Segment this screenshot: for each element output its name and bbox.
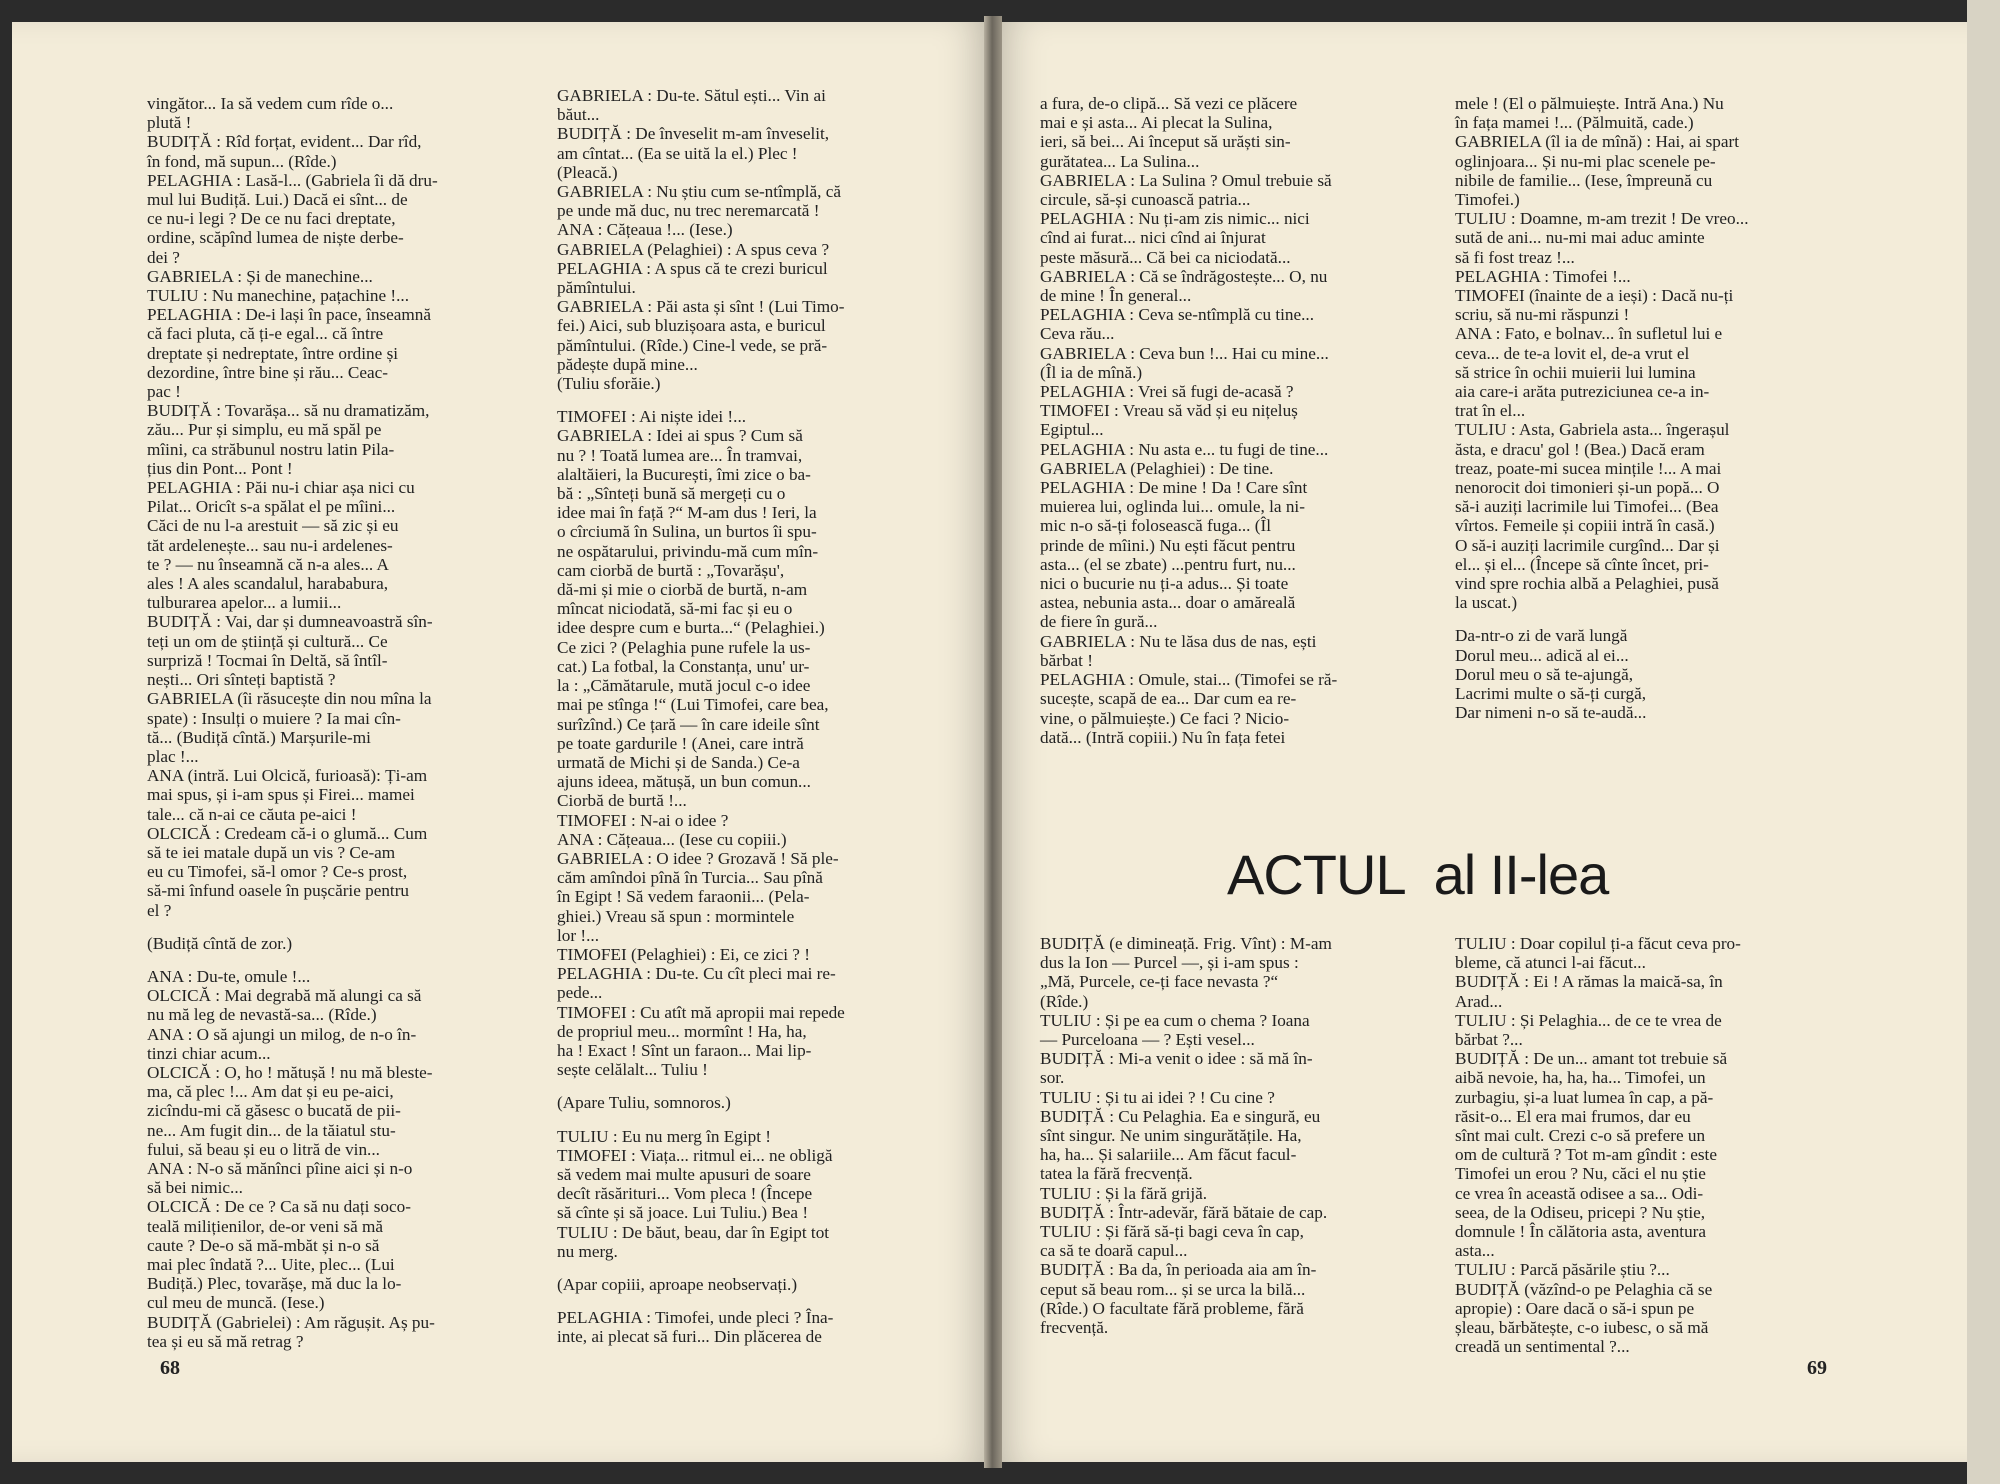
text-line: TIMOFEI : Cu atît mă apropii mai repede bbox=[557, 1002, 845, 1022]
text-line: GABRIELA : Du-te. Sătul ești... Vin ai bbox=[557, 86, 826, 105]
text-line: Dorul meu o să te-ajungă, bbox=[1455, 664, 1634, 684]
text-line bbox=[557, 1079, 957, 1093]
text-line: BUDIȚĂ : Vai, dar și dumneavoastră sîn- bbox=[147, 612, 433, 632]
text-line: frecvență. bbox=[1040, 1318, 1109, 1338]
text-line: zurbagiu, și-a luat lumea în cap, a pă- bbox=[1455, 1087, 1714, 1107]
text-line: să-i auziți lacrimile lui Timofei... (Bea bbox=[1455, 497, 1719, 517]
text-line: bă : „Sînteți bună să mergeți cu o bbox=[557, 484, 786, 504]
text-line: (Apare Tuliu, somnoros.) bbox=[557, 1093, 731, 1113]
text-line: om de cultură ? Tot m-am gîndit : este bbox=[1455, 1145, 1717, 1165]
text-line: BUDIȚĂ (Gabrielei) : Am răgușit. Aș pu- bbox=[147, 1312, 435, 1332]
text-line: el ? bbox=[147, 900, 172, 920]
text-line: ma, că plec !... Am dat și eu pe-aici, bbox=[147, 1082, 394, 1102]
text-line: nu mă leg de nevastă-sa... (Rîde.) bbox=[147, 1005, 377, 1025]
text-line: că faci pluta, că ți-e egal... că între bbox=[147, 324, 384, 344]
text-line: surîzînd.) Ce țară — în care ideile sînt bbox=[557, 714, 820, 734]
text-line: pede... bbox=[557, 983, 603, 1003]
text-line: trat în el... bbox=[1455, 401, 1526, 421]
text-line: OLCICĂ : Mai degrabă mă alungi ca să bbox=[147, 986, 422, 1006]
text-line: BUDIȚĂ : Mi-a venit o idee : să mă în- bbox=[1040, 1049, 1313, 1069]
text-line: surpriză ! Tocmai în Deltă, să întîl- bbox=[147, 650, 388, 670]
text-line: PELAGHIA : Păi nu-i chiar așa nici cu bbox=[147, 478, 415, 498]
text-line: BUDIȚĂ : Ba da, în perioada aia am în- bbox=[1040, 1260, 1317, 1280]
text-line: țius din Pont... Pont ! bbox=[147, 458, 293, 478]
text-line: tinzi chiar acum... bbox=[147, 1043, 271, 1063]
text-line: ANA : Du-te, omule !... bbox=[147, 966, 311, 986]
text-line: tale... că n-ai ce căuta pe-aici ! bbox=[147, 804, 357, 824]
text-line: să cînte și să joace. Lui Tuliu.) Bea ! bbox=[557, 1203, 809, 1223]
text-line: să te iei matale după un vis ? Ce-am bbox=[147, 842, 396, 862]
text-line: să strice în ochii muierii lui lumina bbox=[1455, 362, 1696, 382]
text-line: sînt singur. Ne unim singurătățile. Ha, bbox=[1040, 1126, 1302, 1146]
text-line: (Îl ia de mînă.) bbox=[1040, 362, 1143, 382]
text-line: TULIU : Doamne, m-am trezit ! De vreo... bbox=[1455, 209, 1749, 229]
text-line: GABRIELA : Nu știu cum se-ntîmplă, că bbox=[557, 182, 842, 202]
column-right-2 bbox=[1455, 94, 1855, 723]
text-line: idee despre cum e burta...“ (Pelaghiei.) bbox=[557, 618, 825, 638]
text-line: sor. bbox=[1040, 1068, 1065, 1088]
text-line: TIMOFEI : Ai niște idei !... bbox=[557, 407, 747, 427]
text-line: TULIU : Și la fără grijă. bbox=[1040, 1183, 1208, 1203]
text-line: Lacrimi multe o să-ți curgă, bbox=[1455, 684, 1647, 704]
text-line: mai spus, și i-am spus și Firei... mamei bbox=[147, 785, 415, 805]
text-line: BUDIȚĂ : Rîd forțat, evident... Dar rîd, bbox=[147, 132, 422, 152]
text-line: de fiere în gură... bbox=[1040, 612, 1158, 632]
page-number: 69 bbox=[1807, 1357, 1827, 1379]
book-edge bbox=[1967, 0, 2000, 1484]
text-line: ANA : Cățeaua... (Iese cu copiii.) bbox=[557, 829, 787, 849]
text-line: — Purceloana — ? Ești vesel... bbox=[1040, 1030, 1255, 1050]
text-line: tăt ardelenește... sau nu-i ardelenes- bbox=[147, 535, 393, 555]
text-line: zicîndu-mi că găsesc o bucată de pii- bbox=[147, 1101, 401, 1121]
text-line: (Pleacă.) bbox=[557, 162, 618, 182]
text-line: nu merg. bbox=[557, 1241, 618, 1261]
text-line bbox=[557, 1294, 957, 1308]
text-line: ca să te doară capul... bbox=[1040, 1241, 1188, 1261]
text-line: cat.) La fotbal, la Constanța, unu' ur- bbox=[557, 656, 810, 676]
text-line: TIMOFEI : Vreau să văd și eu nițeluș bbox=[1040, 401, 1298, 421]
book-gutter bbox=[984, 16, 1002, 1468]
text-line: Timofei un erou ? Nu, căci el nu știe bbox=[1455, 1164, 1706, 1184]
text-line: GABRIELA (îl ia de mînă) : Hai, ai spart bbox=[1455, 132, 1740, 152]
text-line: el... și el... (Începe să cînte încet, pri- bbox=[1455, 554, 1709, 574]
text-line: am cîntat... (Ea se uită la el.) Plec ! bbox=[557, 143, 798, 163]
text-line: alaltăieri, la București, îmi zice o ba- bbox=[557, 464, 811, 484]
text-line: Dorul meu... adică al ei... bbox=[1455, 645, 1629, 665]
text-line: pac ! bbox=[147, 382, 181, 402]
text-line: mai plec îndată ?... Uite, plec... (Lui bbox=[147, 1254, 395, 1274]
text-line: în Egipt ! Să vedem faraonii... (Pela- bbox=[557, 887, 810, 907]
text-line: vine, o pălmuiește.) Ce faci ? Nicio- bbox=[1040, 708, 1290, 728]
text-line: căm amîndoi pînă în Turcia... Sau pînă bbox=[557, 868, 823, 888]
text-line: Pilat... Oricît s-a spălat el pe mîini... bbox=[147, 497, 396, 517]
text-line: TULIU : De băut, beau, dar în Egipt tot bbox=[557, 1222, 830, 1242]
column-right-4 bbox=[1455, 934, 1855, 1356]
text-line: TULIU : Asta, Gabriela asta... îngerașul bbox=[1455, 420, 1730, 440]
text-line: idee mai în față ?“ M-am dus ! Ieri, la bbox=[557, 503, 817, 523]
text-line: Ceva rău... bbox=[1040, 324, 1115, 344]
column-right-3 bbox=[1040, 934, 1430, 1337]
text-line bbox=[1455, 612, 1855, 626]
text-line: TULIU : Nu manechine, pațachine !... bbox=[147, 286, 410, 306]
text-line bbox=[557, 393, 957, 407]
text-line: O să-i auziți lacrimile curgînd... Dar și bbox=[1455, 535, 1720, 555]
text-line: pădește după mine... bbox=[557, 354, 698, 374]
text-line: nu ? ! Toată lumea are... În tramvai, bbox=[557, 445, 803, 465]
text-line: Egiptul... bbox=[1040, 420, 1104, 440]
text-line: „Mă, Purcele, ce-ți face nevasta ?“ bbox=[1040, 972, 1279, 992]
text-line: mul lui Budiță. Lui.) Dacă ei sînt... de bbox=[147, 190, 408, 210]
text-line: PELAGHIA : Du-te. Cu cît pleci mai re- bbox=[557, 964, 836, 984]
text-line: în fond, mă supun... (Rîde.) bbox=[147, 151, 337, 171]
text-line: să-mi înfund oasele în pușcărie pentru bbox=[147, 881, 410, 901]
text-line: prinde de mîini.) Nu ești făcut pentru bbox=[1040, 535, 1296, 555]
text-line: tea și eu să mă retrag ? bbox=[147, 1331, 304, 1351]
text-line: PELAGHIA : De-i lași în pace, înseamnă bbox=[147, 305, 431, 325]
text-line: PELAGHIA : De mine ! Da ! Care sînt bbox=[1040, 478, 1308, 498]
text-line: cînd ai furat... nici cînd ai înjurat bbox=[1040, 228, 1266, 248]
text-line: PELAGHIA : Timofei !... bbox=[1455, 266, 1631, 286]
text-line: teți un om de știință și cultură... Ce bbox=[147, 631, 388, 651]
text-line bbox=[557, 1261, 957, 1275]
text-line: să vedem mai multe apusuri de soare bbox=[557, 1164, 811, 1184]
text-line: OLCICĂ : Credeam că-i o glumă... Cum bbox=[147, 823, 428, 843]
text-line: mîini, ca străbunul nostru latin Pila- bbox=[147, 439, 395, 459]
text-line: PELAGHIA : Nu ți-am zis nimic... nici bbox=[1040, 209, 1310, 229]
text-line: eu cu Timofei, să-l omor ? Ce-s prost, bbox=[147, 862, 408, 882]
text-line: dei ? bbox=[147, 247, 180, 267]
text-line: plută ! bbox=[147, 113, 192, 133]
text-line: te ? — nu înseamnă că n-a ales... A bbox=[147, 554, 389, 574]
text-line: GABRIELA : Ceva bun !... Hai cu mine... bbox=[1040, 343, 1329, 363]
text-line: aibă nevoie, ha, ha, ha... Timofei, un bbox=[1455, 1068, 1706, 1088]
text-line: de propriul meu... mormînt ! Ha, ha, bbox=[557, 1021, 807, 1041]
text-line: pămîntului. bbox=[557, 278, 636, 298]
text-line: ăsta, e dracu' gol ! (Bea.) Dacă eram bbox=[1455, 439, 1705, 459]
text-line: a fura, de-o clipă... Să vezi ce plăcere bbox=[1040, 94, 1298, 113]
text-line: sută de ani... nu-mi mai aduc aminte bbox=[1455, 228, 1705, 248]
text-line: urmată de Michi și de Sanda.) Ce-a bbox=[557, 752, 800, 772]
text-line: ANA : Cățeaua !... (Iese.) bbox=[557, 220, 733, 240]
text-line: ce nu-i legi ? De ce nu faci dreptate, bbox=[147, 209, 396, 229]
text-line: GABRIELA : Și de manechine... bbox=[147, 266, 373, 286]
text-line: ne ospătarului, privindu-mă cum mîn- bbox=[557, 541, 819, 561]
text-line: ANA (intră. Lui Olcică, furioasă): Ți-am bbox=[147, 766, 428, 786]
text-line: Căci de nu l-a arestuit — să zic și eu bbox=[147, 516, 399, 536]
text-line: dus la Ion — Purcel —, și i-am spus : bbox=[1040, 953, 1299, 973]
act-title bbox=[1227, 842, 1608, 907]
text-line: scriu, să nu-mi răspunzi ! bbox=[1455, 305, 1630, 325]
text-line: astea, nebunia asta... doar o amăreală bbox=[1040, 593, 1296, 613]
text-line: GABRIELA (îi răsucește din nou mîna la bbox=[147, 689, 432, 709]
page-number: 68 bbox=[160, 1357, 180, 1379]
text-line: dreptate și nedreptate, între ordine și bbox=[147, 343, 399, 363]
text-line: în fața mamei !... (Pălmuită, cade.) bbox=[1455, 113, 1694, 133]
text-line: GABRIELA : Că se îndrăgostește... O, nu bbox=[1040, 266, 1328, 286]
text-line: ha ! Exact ! Sînt un faraon... Mai lip- bbox=[557, 1040, 812, 1060]
text-line: PELAGHIA : Ceva se-ntîmplă cu tine... bbox=[1040, 305, 1314, 325]
text-line: dezordine, între bine și rău... Ceac- bbox=[147, 362, 389, 382]
text-line: TIMOFEI : Viața... ritmul ei... ne obligă bbox=[557, 1145, 833, 1165]
text-line: nibile de familie... (Iese, împreună cu bbox=[1455, 170, 1713, 190]
text-line: BUDIȚĂ : Într-adevăr, fără bătaie de cap. bbox=[1040, 1202, 1328, 1222]
text-line: ANA : O să ajungi un milog, de n-o în- bbox=[147, 1024, 417, 1044]
text-line: mîncat niciodată, să-mi fac și eu o bbox=[557, 599, 793, 619]
text-line: mai e și asta... Ai plecat la Sulina, bbox=[1040, 113, 1273, 133]
text-line: Ce zici ? (Pelaghia pune rufele la us- bbox=[557, 637, 811, 657]
act-title-word1: ACTUL bbox=[1227, 843, 1406, 906]
text-line: (Rîde.) O facultate fără probleme, fără bbox=[1040, 1298, 1304, 1318]
text-line: peste măsură... Că bei ca niciodată... bbox=[1040, 247, 1291, 267]
text-line: GABRIELA (Pelaghiei) : A spus ceva ? bbox=[557, 239, 830, 259]
text-line: decît răsărituri... Vom pleca ! (Începe bbox=[557, 1184, 813, 1204]
text-line: (Budiță cîntă de zor.) bbox=[147, 933, 293, 953]
text-line: PELAGHIA : Timofei, unde pleci ? Îna- bbox=[557, 1308, 834, 1328]
text-line: TULIU : Eu nu merg în Egipt ! bbox=[557, 1126, 772, 1146]
text-line: cam ciorbă de burtă : „Tovarășu', bbox=[557, 560, 785, 580]
text-line: la uscat.) bbox=[1455, 593, 1518, 613]
text-line: fului, să beau și eu o litră de vin... bbox=[147, 1139, 380, 1159]
text-line: OLCICĂ : De ce ? Ca să nu dați soco- bbox=[147, 1197, 411, 1217]
text-line: băut... bbox=[557, 105, 600, 125]
text-line: ha, ha... Și salariile... Am făcut facul- bbox=[1040, 1145, 1297, 1165]
text-line: ceva... de te-a lovit el, de-a vrut el bbox=[1455, 343, 1690, 363]
text-line: muierea lui, oglinda lui... omule, la ni- bbox=[1040, 497, 1305, 517]
text-line: asta... (el se zbate) ...pentru furt, nu... bbox=[1040, 554, 1296, 574]
text-line: domnule ! În călătoria asta, aventura bbox=[1455, 1222, 1707, 1242]
text-line bbox=[557, 1113, 957, 1127]
text-line: pămîntului. (Rîde.) Cine-l vede, se pră- bbox=[557, 335, 828, 355]
text-line: TULIU : Doar copilul ți-a făcut ceva pro- bbox=[1455, 934, 1741, 953]
text-line: zău... Pur și simplu, eu mă spăl pe bbox=[147, 420, 382, 440]
text-line: oglinjoara... Și nu-mi plac scenele pe- bbox=[1455, 151, 1716, 171]
text-line: bleme, că atunci l-ai făcut... bbox=[1455, 953, 1646, 973]
text-line: ghiei.) Vreau să spun : mormintele bbox=[557, 906, 795, 926]
text-line: bărbat ! bbox=[1040, 650, 1093, 670]
text-line: să fi fost treaz !... bbox=[1455, 247, 1575, 267]
text-line: pe toate gardurile ! (Anei, care intră bbox=[557, 733, 804, 753]
text-line: plac !... bbox=[147, 746, 199, 766]
text-line: Ciorbă de burtă !... bbox=[557, 791, 687, 811]
text-line: PELAGHIA : Nu asta e... tu fugi de tine... bbox=[1040, 439, 1329, 459]
text-line: BUDIȚĂ : Cu Pelaghia. Ea e singură, eu bbox=[1040, 1106, 1321, 1126]
text-line: circule, să-și cunoască patria... bbox=[1040, 190, 1251, 210]
text-line: PELAGHIA : Lasă-l... (Gabriela îi dă dru- bbox=[147, 170, 438, 190]
text-line: GABRIELA : Păi asta și sînt ! (Lui Timo- bbox=[557, 297, 845, 317]
text-line: tatea la fără frecvență. bbox=[1040, 1164, 1193, 1184]
text-line: asta... bbox=[1455, 1241, 1495, 1261]
text-line: ajuns ideea, mătușă, un bun comun... bbox=[557, 772, 811, 792]
text-line: TIMOFEI (Pelaghiei) : Ei, ce zici ? ! bbox=[557, 944, 810, 964]
page-68 bbox=[12, 22, 990, 1462]
text-line: BUDIȚĂ : Ei ! A rămas la maică-sa, în bbox=[1455, 972, 1723, 992]
text-line: BUDIȚĂ (văzînd-o pe Pelaghia că se bbox=[1455, 1279, 1713, 1299]
text-line: aia care-i arăta putreziciunea ce-a in- bbox=[1455, 382, 1710, 402]
text-line: tulburarea apelor... a lumii... bbox=[147, 593, 342, 613]
text-line: cul meu de muncă. (Iese.) bbox=[147, 1293, 325, 1313]
text-line: sește celălalt... Tuliu ! bbox=[557, 1060, 708, 1080]
text-line: la : „Cămătarule, mută jocul c-o idee bbox=[557, 676, 811, 696]
text-line: mic n-o să-ți folosească fuga... (Îl bbox=[1040, 516, 1271, 536]
act-title-word2: al II-lea bbox=[1433, 843, 1609, 906]
text-line: vind spre rochia albă a Pelaghiei, pusă bbox=[1455, 574, 1719, 594]
text-line: Dar nimeni n-o să te-audă... bbox=[1455, 703, 1647, 723]
text-line: ce vrea în această odisee a sa... Odi- bbox=[1455, 1183, 1704, 1203]
column-right-1 bbox=[1040, 94, 1430, 747]
text-line: mele ! (El o pălmuiește. Intră Ana.) Nu bbox=[1455, 94, 1724, 113]
text-line: GABRIELA : Nu te lăsa dus de nas, ești bbox=[1040, 631, 1317, 651]
text-line: treaz, poate-mi sucea mințile !... A mai bbox=[1455, 458, 1722, 478]
text-line: nenorocit doi timonieri și-un popă... O bbox=[1455, 478, 1720, 498]
text-line: de mine ! În general... bbox=[1040, 286, 1192, 306]
text-line: ales ! A ales scandalul, harababura, bbox=[147, 574, 389, 594]
text-line: creadă un sentimental ?... bbox=[1455, 1337, 1630, 1357]
text-line: teală milițienilor, de-or veni să mă bbox=[147, 1216, 384, 1236]
text-line: Timofei.) bbox=[1455, 190, 1520, 210]
text-line: ceput să beau rom... și se urca la bilă... bbox=[1040, 1279, 1306, 1299]
text-line: o cîrciumă în Sulina, un burtos îi spu- bbox=[557, 522, 817, 542]
text-line: ANA : N-o să mănînci pîine aici și n-o bbox=[147, 1158, 413, 1178]
page-69 bbox=[995, 22, 1967, 1462]
text-line: TULIU : Și pe ea cum o chema ? Ioana bbox=[1040, 1010, 1310, 1030]
text-line: vingător... Ia să vedem cum rîde o... bbox=[147, 94, 394, 113]
text-line: să bei nimic... bbox=[147, 1178, 243, 1198]
text-line bbox=[147, 920, 537, 934]
text-line: PELAGHIA : Omule, stai... (Timofei se ră- bbox=[1040, 670, 1338, 690]
text-line: lor !... bbox=[557, 925, 600, 945]
text-line: sucește, scapă de ea... Dar cum ea re- bbox=[1040, 689, 1297, 709]
text-line: (Tuliu sforăie.) bbox=[557, 374, 661, 394]
column-left-1 bbox=[147, 94, 537, 1351]
text-line: OLCICĂ : O, ho ! mătușă ! nu mă bleste- bbox=[147, 1062, 433, 1082]
text-line: vîrtos. Femeile și copiii intră în casă.) bbox=[1455, 516, 1715, 536]
text-line: TULIU : Și tu ai idei ? ! Cu cine ? bbox=[1040, 1087, 1275, 1107]
text-line: inte, ai plecat să furi... Din plăcerea de bbox=[557, 1327, 822, 1347]
text-line: spate) : Insulți o muiere ? Ia mai cîn- bbox=[147, 708, 401, 728]
text-line: TULIU : Și Pelaghia... de ce te vrea de bbox=[1455, 1010, 1722, 1030]
text-line: caute ? De-o să mă-mbăt și n-o să bbox=[147, 1235, 380, 1255]
text-line: șleau, bărbătește, c-o iubesc, o să mă bbox=[1455, 1318, 1709, 1338]
text-line: apropie) : Oare dacă o să-i spun pe bbox=[1455, 1298, 1695, 1318]
text-line: sînt mai cult. Crezi c-o să prefere un bbox=[1455, 1126, 1706, 1146]
text-line: dată... (Intră copiii.) Nu în fața fetei bbox=[1040, 727, 1286, 747]
text-line: nici o bucurie nu ți-a adus... Și toate bbox=[1040, 574, 1289, 594]
text-line: Budiță.) Plec, tovarășe, mă duc la lo- bbox=[147, 1274, 402, 1294]
text-line: ne... Am fugit din... de la tăiatul stu- bbox=[147, 1120, 396, 1140]
text-line: TULIU : Parcă păsările știu ?... bbox=[1455, 1260, 1670, 1280]
text-line: fei.) Aici, sub bluzișoara asta, e buricul bbox=[557, 316, 826, 336]
text-line: Arad... bbox=[1455, 991, 1503, 1011]
text-line: BUDIȚĂ : Tovarășa... să nu dramatizăm, bbox=[147, 401, 430, 421]
text-line: GABRIELA : O idee ? Grozavă ! Să ple- bbox=[557, 848, 839, 868]
text-line: TIMOFEI (înainte de a ieși) : Dacă nu-ți bbox=[1455, 286, 1734, 306]
text-line: TULIU : Și fără să-ți bagi ceva în cap, bbox=[1040, 1222, 1304, 1242]
text-line: ANA : Fato, e bolnav... în sufletul lui e bbox=[1455, 324, 1723, 344]
text-line: TIMOFEI : N-ai o idee ? bbox=[557, 810, 729, 830]
text-line: seea, de la Odiseu, pricepi ? Nu știe, bbox=[1455, 1202, 1706, 1222]
text-line: ieri, să bei... Ai început să urăști sin- bbox=[1040, 132, 1291, 152]
text-line: gurătatea... La Sulina... bbox=[1040, 151, 1200, 171]
text-line: mai pe stînga !“ (Lui Timofei, care bea, bbox=[557, 695, 829, 715]
text-line: GABRIELA : La Sulina ? Omul trebuie să bbox=[1040, 170, 1332, 190]
text-line: ordine, scăpînd lumea de niște derbe- bbox=[147, 228, 404, 248]
text-line: BUDIȚĂ : De înveselit m-am înveselit, bbox=[557, 124, 830, 144]
column-left-2 bbox=[557, 86, 957, 1347]
text-line: răsit-o... El era mai frumos, dar eu bbox=[1455, 1106, 1691, 1126]
text-line: dă-mi și mie o ciorbă de burtă, n-am bbox=[557, 580, 808, 600]
text-line: tă... (Budiță cîntă.) Marșurile-mi bbox=[147, 727, 371, 747]
text-line: bărbat ?... bbox=[1455, 1030, 1523, 1050]
text-line: GABRIELA (Pelaghiei) : De tine. bbox=[1040, 458, 1274, 478]
text-line: PELAGHIA : Vrei să fugi de-acasă ? bbox=[1040, 382, 1294, 402]
text-line: BUDIȚĂ (e dimineață. Frig. Vînt) : M-am bbox=[1040, 934, 1332, 953]
text-line: (Apar copiii, aproape neobservați.) bbox=[557, 1274, 798, 1294]
text-line: Da-ntr-o zi de vară lungă bbox=[1455, 626, 1628, 646]
text-line: PELAGHIA : A spus că te crezi buricul bbox=[557, 258, 828, 278]
text-line: pe unde mă duc, nu trec neremarcată ! bbox=[557, 201, 820, 221]
text-line: (Rîde.) bbox=[1040, 991, 1089, 1011]
text-line: GABRIELA : Idei ai spus ? Cum să bbox=[557, 426, 803, 446]
text-line: nești... Ori sînteți baptistă ? bbox=[147, 670, 336, 690]
text-line bbox=[147, 953, 537, 967]
text-line: BUDIȚĂ : De un... amant tot trebuie să bbox=[1455, 1049, 1728, 1069]
